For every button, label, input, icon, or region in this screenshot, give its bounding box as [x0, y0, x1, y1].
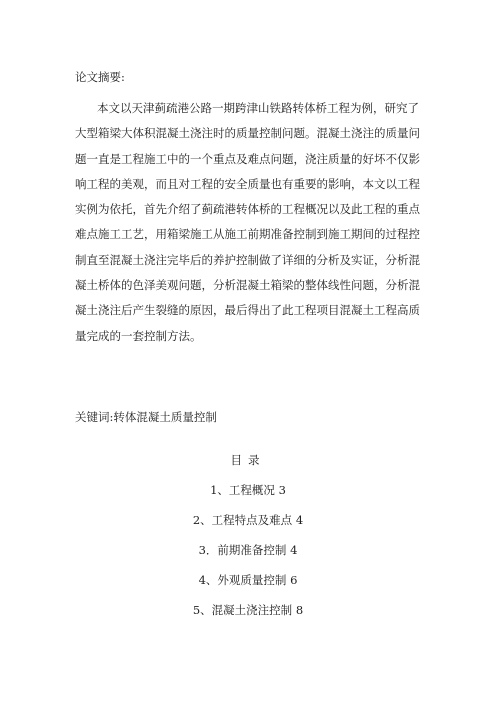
abstract-line: 难点施工工艺，用箱梁施工从施工前期准备控制到施工期间的过程控 — [75, 227, 420, 242]
abstract-line: 量完成的一套控制方法。 — [75, 328, 202, 343]
toc-item[interactable]: 4、外观质量控制 6 — [198, 573, 298, 587]
toc-item[interactable]: 5、混凝土浇注控制 8 — [192, 603, 304, 617]
abstract-line: 凝土桥体的色泽美观问题，分析混凝土箱梁的整体线性问题，分析混 — [75, 278, 420, 293]
abstract-body — [75, 96, 425, 349]
abstract-line: 制直至混凝土浇注完毕后的养护控制做了详细的分析及实证，分析混 — [75, 252, 420, 267]
abstract-line: 本文以天津蓟疏港公路一期跨津山铁路转体桥工程为例，研究了 — [97, 101, 419, 115]
toc-item[interactable]: 1、工程概况 3 — [210, 483, 286, 497]
toc-item[interactable]: 3．前期准备控制 4 — [198, 543, 298, 557]
toc-list — [0, 482, 496, 632]
abstract-line: 题一直是工程施工中的一个重点及难点问题，浇注质量的好坏不仅影 — [75, 151, 420, 166]
abstract-line: 大型箱梁大体积混凝土浇注时的质量控制问题。混凝土浇注的质量问 — [75, 126, 420, 141]
abstract-line: 凝土浇注后产生裂缝的原因，最后得出了此工程项目混凝土工程高质 — [75, 303, 420, 318]
toc-item[interactable]: 2、工程特点及难点 4 — [192, 513, 304, 527]
keywords: 关键词:转体混凝土质量控制 — [75, 410, 217, 424]
abstract-line: 响工程的美观，而且对工程的安全质量也有重要的影响，本文以工程 — [75, 176, 420, 191]
toc-title: 目录 — [230, 453, 266, 467]
abstract-line: 实例为依托，首先介绍了蓟疏港转体桥的工程概况以及此工程的重点 — [75, 202, 420, 217]
abstract-label: 论文摘要: — [75, 70, 125, 84]
